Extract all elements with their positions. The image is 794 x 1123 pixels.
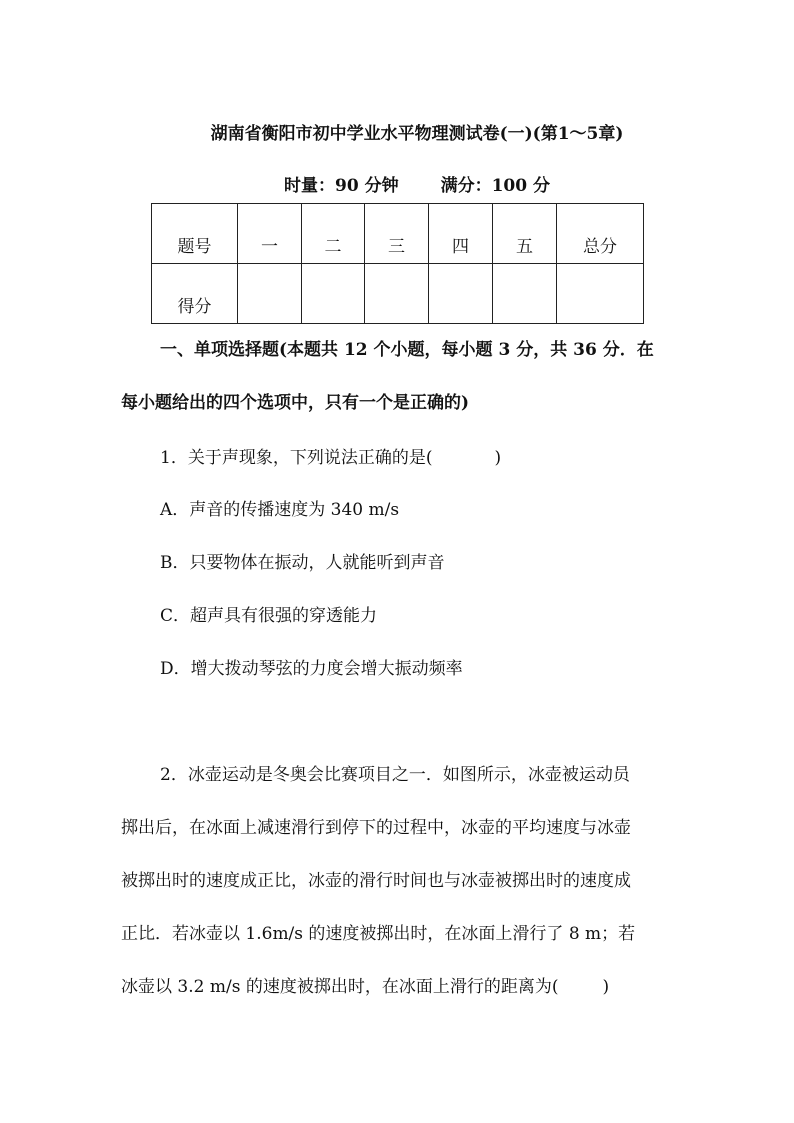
header-cell-part-2: 二 [302, 204, 365, 264]
question-2-close-paren: ) [602, 977, 610, 997]
header-cell-total: 总分 [557, 204, 644, 264]
header-cell-part-4: 四 [429, 204, 493, 264]
score-table-header-row [152, 204, 644, 264]
score-table-score-row [152, 264, 644, 324]
header-cell-part-5: 五 [493, 204, 557, 264]
exam-info [0, 174, 794, 198]
section-heading-line-1: 一、单项选择题(本题共 12 个小题，每小题 3 分，共 36 分．在 [160, 340, 654, 360]
header-cell-part-1: 一 [238, 204, 302, 264]
score-cell-part-1[interactable] [238, 264, 302, 324]
question-2-line-2: 掷出后，在冰面上减速滑行到停下的过程中，冰壶的平均速度与冰壶 [121, 818, 631, 838]
full-score: 满分：100 分 [440, 176, 550, 196]
question-1-stem [160, 446, 501, 470]
score-cell-part-5[interactable] [493, 264, 557, 324]
question-2-line-5 [121, 975, 609, 999]
question-1-text: 1．关于声现象，下列说法正确的是( [160, 448, 433, 468]
question-1-close-paren: ) [494, 448, 502, 468]
score-cell-part-4[interactable] [429, 264, 493, 324]
question-2-line-4: 正比．若冰壶以 1.6m/s 的速度被掷出时，在冰面上滑行了 8 m；若 [121, 924, 636, 944]
question-1-option-c: C．超声具有很强的穿透能力 [160, 606, 378, 626]
score-cell-part-2[interactable] [302, 264, 365, 324]
question-2-line-3: 被掷出时的速度成正比，冰壶的滑行时间也与冰壶被掷出时的速度成 [121, 871, 631, 891]
question-1-option-a: A．声音的传播速度为 340 m/s [160, 500, 400, 520]
question-1-option-b: B．只要物体在振动，人就能听到声音 [160, 553, 445, 573]
time-limit: 时量：90 分钟 [284, 176, 399, 196]
question-1-option-d: D．增大拨动琴弦的力度会增大振动频率 [160, 659, 463, 679]
header-cell-question-number: 题号 [152, 204, 238, 264]
score-cell-total[interactable] [557, 264, 644, 324]
exam-title: 湖南省衡阳市初中学业水平物理测试卷(一)(第1～5章) [210, 124, 624, 144]
header-cell-part-3: 三 [365, 204, 429, 264]
question-2-last-text: 冰壶以 3.2 m/s 的速度被掷出时，在冰面上滑行的距离为( [121, 977, 559, 997]
section-heading-line-2: 每小题给出的四个选项中，只有一个是正确的) [121, 393, 470, 413]
score-cell-part-3[interactable] [365, 264, 429, 324]
question-2-line-1: 2．冰壶运动是冬奥会比赛项目之一．如图所示，冰壶被运动员 [160, 765, 630, 785]
score-row-label: 得分 [152, 264, 238, 324]
score-table [151, 203, 644, 324]
